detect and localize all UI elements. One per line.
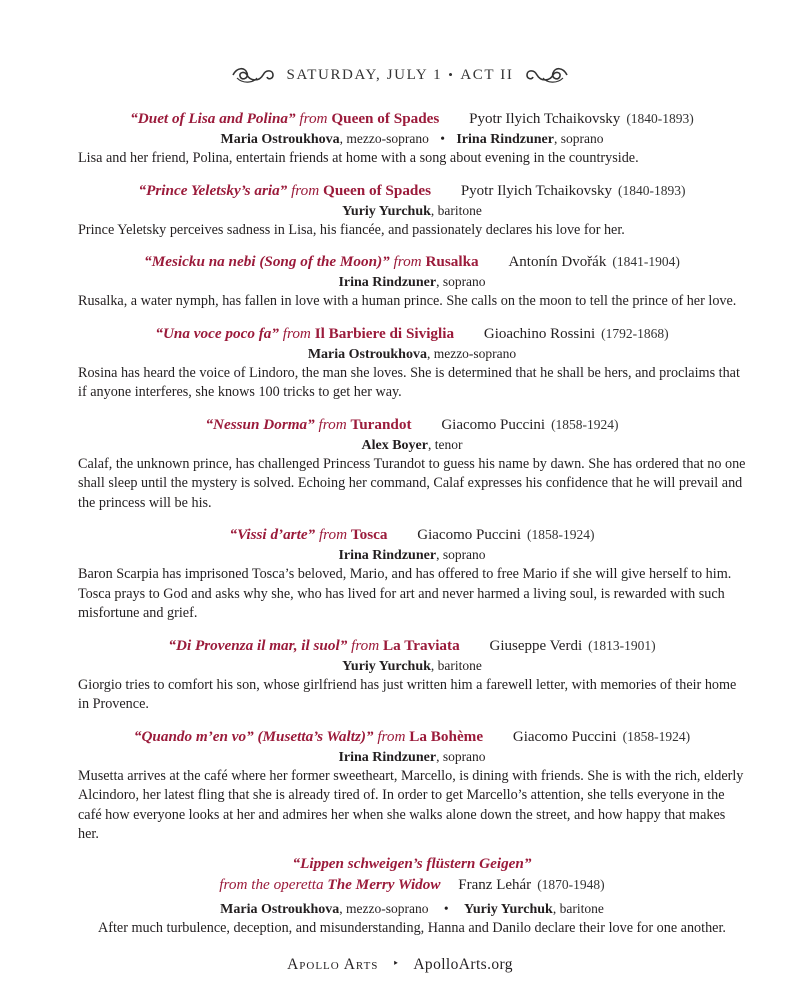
piece-description: Rusalka, a water nymph, has fallen in love with a human prince. She calls on the moon to tell the prince of her love. [78, 293, 737, 309]
program-piece [78, 108, 746, 169]
page-footer [0, 956, 800, 974]
footer-website-link[interactable]: ApolloArts.org [413, 956, 513, 973]
performer-role: , tenor [427, 436, 463, 452]
performers-line [78, 345, 746, 364]
piece-title-line [78, 323, 746, 345]
song-title: “Duet of Lisa and Polina” [130, 110, 296, 127]
performer-separator: • [440, 131, 445, 146]
program-piece [78, 635, 746, 715]
performer-role: , baritone [430, 202, 482, 218]
opera-title: La Bohème [409, 727, 484, 745]
piece-title-line [78, 251, 746, 273]
performer-name: Maria Ostroukhova [220, 901, 340, 917]
from-label: from [377, 727, 406, 745]
piece-description: Baron Scarpia has imprisoned Tosca’s beloved, Mario, and has offered to free Mario if she will give herself to him. Tosca prays to God and asks why she, who has lived for art and never harmed a living soul, is rewarded with such misfortune and grief. [78, 566, 732, 621]
program-piece [78, 180, 746, 241]
header-act: ACT II [460, 66, 514, 83]
composer-name: Giacomo Puccini [417, 527, 521, 543]
composer-dates: (1858-1924) [622, 728, 691, 744]
song-title: “Mesicku na nebi (Song of the Moon)” [144, 253, 390, 270]
opera-title: Il Barbiere di Siviglia [314, 324, 455, 342]
piece-description: Musetta arrives at the café where her former sweetheart, Marcello, is dining with friends. She is with the rich, elderly Alcindoro, her latest fling that she is already tired of. In order to get Marcello’s attention, she tells everyone in the café how everyone looks at her and admires her when she walks alone down the street, and how happy that makes her. [78, 767, 744, 842]
composer-dates: (1840-1893) [618, 182, 686, 198]
performer-name: Alex Boyer [361, 437, 428, 453]
composer-name: Pyotr Ilyich Tchaikovsky [460, 182, 612, 199]
header-separator: • [448, 66, 455, 82]
composer-dates: (1858-1924) [527, 527, 595, 542]
opera-title: Queen of Spades [323, 181, 432, 199]
piece-description: Lisa and her friend, Polina, entertain friends at home with a song about evening in the countryside. [78, 150, 639, 166]
piece-description: After much turbulence, deception, and misunderstanding, Hanna and Danilo declare their love for one another. [98, 919, 726, 936]
song-title: “Di Provenza il mar, il suol” [168, 636, 348, 654]
song-title: “Lippen schweigen’s flüstern Geigen” [292, 854, 532, 872]
piece-description: Giorgio tries to comfort his son, whose girlfriend has just written him a farewell letter, with memories of their home in Provence. [78, 676, 737, 712]
program-piece-final [78, 853, 746, 939]
program-list [78, 108, 746, 949]
performer-role: , soprano [436, 547, 486, 562]
piece-title-line [78, 635, 746, 657]
performer-name: Irina Rindzuner [338, 749, 437, 765]
composer-name: Antonín Dvořák [508, 254, 607, 270]
piece-title-line [78, 108, 746, 130]
opera-title: Turandot [350, 415, 412, 433]
from-label: from [393, 253, 422, 270]
performers-line [78, 546, 746, 565]
from-label: from [351, 636, 380, 654]
performer-role: , mezzo-soprano [339, 131, 429, 146]
song-title: “Nessun Dorma” [205, 415, 315, 433]
flourish-left-icon [231, 64, 275, 86]
composer-name: Giacomo Puccini [441, 416, 546, 433]
piece-title-line [78, 524, 746, 546]
performers-line [78, 202, 746, 221]
composer-name: Gioachino Rossini [483, 325, 596, 342]
song-title: “Prince Yeletsky’s aria” [138, 181, 288, 199]
header-title [287, 67, 514, 84]
from-label: from the operetta [219, 875, 324, 893]
performer-name: Yuriy Yurchuk [464, 901, 553, 917]
performers-line [78, 657, 746, 676]
performer-name: Yuriy Yurchuk [342, 203, 431, 219]
performer-name: Maria Ostroukhova [220, 132, 340, 147]
piece-title-line [78, 726, 746, 748]
performer-separator: • [443, 900, 449, 916]
performer-name: Maria Ostroukhova [307, 346, 427, 362]
final-song-title-line [78, 853, 746, 874]
composer-dates: (1840-1893) [626, 111, 694, 126]
performer-name: Irina Rindzuner [338, 275, 437, 290]
program-piece [78, 323, 746, 403]
program-header [0, 62, 800, 88]
opera-title: The Merry Widow [327, 875, 441, 893]
performer-name: Irina Rindzuner [456, 132, 554, 147]
piece-title-line [78, 414, 746, 436]
from-label: from [291, 181, 320, 199]
performers-line [78, 436, 746, 455]
opera-title: Tosca [350, 526, 388, 543]
opera-title: Rusalka [425, 253, 479, 270]
from-label: from [282, 324, 311, 342]
final-opera-line [78, 874, 746, 896]
performer-name: Yuriy Yurchuk [342, 658, 431, 674]
performer-role: , soprano [436, 748, 486, 764]
performer-role: , baritone [430, 657, 482, 673]
composer-name: Giacomo Puccini [512, 728, 617, 745]
composer-name: Pyotr Ilyich Tchaikovsky [469, 111, 621, 127]
piece-description: Rosina has heard the voice of Lindoro, the man she loves. She is determined that he shall be hers, and proclaims that if anyone interferes, she knows 100 tricks to get her way. [78, 364, 740, 400]
program-piece [78, 726, 746, 845]
composer-name: Giuseppe Verdi [489, 637, 583, 654]
performers-line [78, 130, 746, 149]
performers-line [78, 748, 746, 767]
header-day: SATURDAY, JULY 1 [286, 66, 443, 83]
composer-dates: (1792-1868) [601, 325, 669, 341]
from-label: from [318, 415, 347, 433]
composer-dates: (1870-1948) [537, 876, 605, 892]
piece-title-line [78, 180, 746, 202]
song-title: “Una voce poco fa” [155, 324, 279, 342]
footer-brand: Apollo Arts [287, 956, 379, 973]
program-piece [78, 524, 746, 624]
composer-dates: (1858-1924) [551, 416, 619, 432]
performer-name: Irina Rindzuner [338, 548, 437, 563]
composer-name: Franz Lehár [458, 876, 532, 893]
performer-role: , soprano [553, 131, 604, 146]
performer-role: , soprano [436, 274, 486, 289]
flourish-right-icon [525, 64, 569, 86]
program-piece [78, 414, 746, 514]
performer-role: , mezzo-soprano [426, 345, 517, 361]
performers-line [78, 900, 746, 919]
from-label: from [299, 110, 328, 127]
from-label: from [318, 526, 348, 543]
piece-description: Calaf, the unknown prince, has challenged Princess Turandot to guess his name by dawn. She has ordered that no one shall sleep until the mystery is solved. Echoing her command, Calaf expresses his confidence that he will prevail and the princess will be his. [78, 455, 746, 511]
piece-description: Prince Yeletsky perceives sadness in Lisa, his fiancée, and passionately declares his love for her. [78, 221, 625, 238]
song-title: “Quando m’en vo” (Musetta’s Waltz)” [133, 727, 374, 745]
footer-arrow-icon: ‣ [392, 958, 400, 970]
opera-title: Queen of Spades [331, 110, 440, 127]
performer-role: , mezzo-soprano [339, 900, 429, 916]
performers-line [78, 273, 746, 292]
song-title: “Vissi d’arte” [229, 526, 316, 543]
opera-title: La Traviata [383, 636, 460, 654]
performer-role: , baritone [552, 900, 604, 916]
composer-dates: (1813-1901) [588, 637, 656, 653]
composer-dates: (1841-1904) [612, 254, 680, 269]
program-piece [78, 251, 746, 312]
